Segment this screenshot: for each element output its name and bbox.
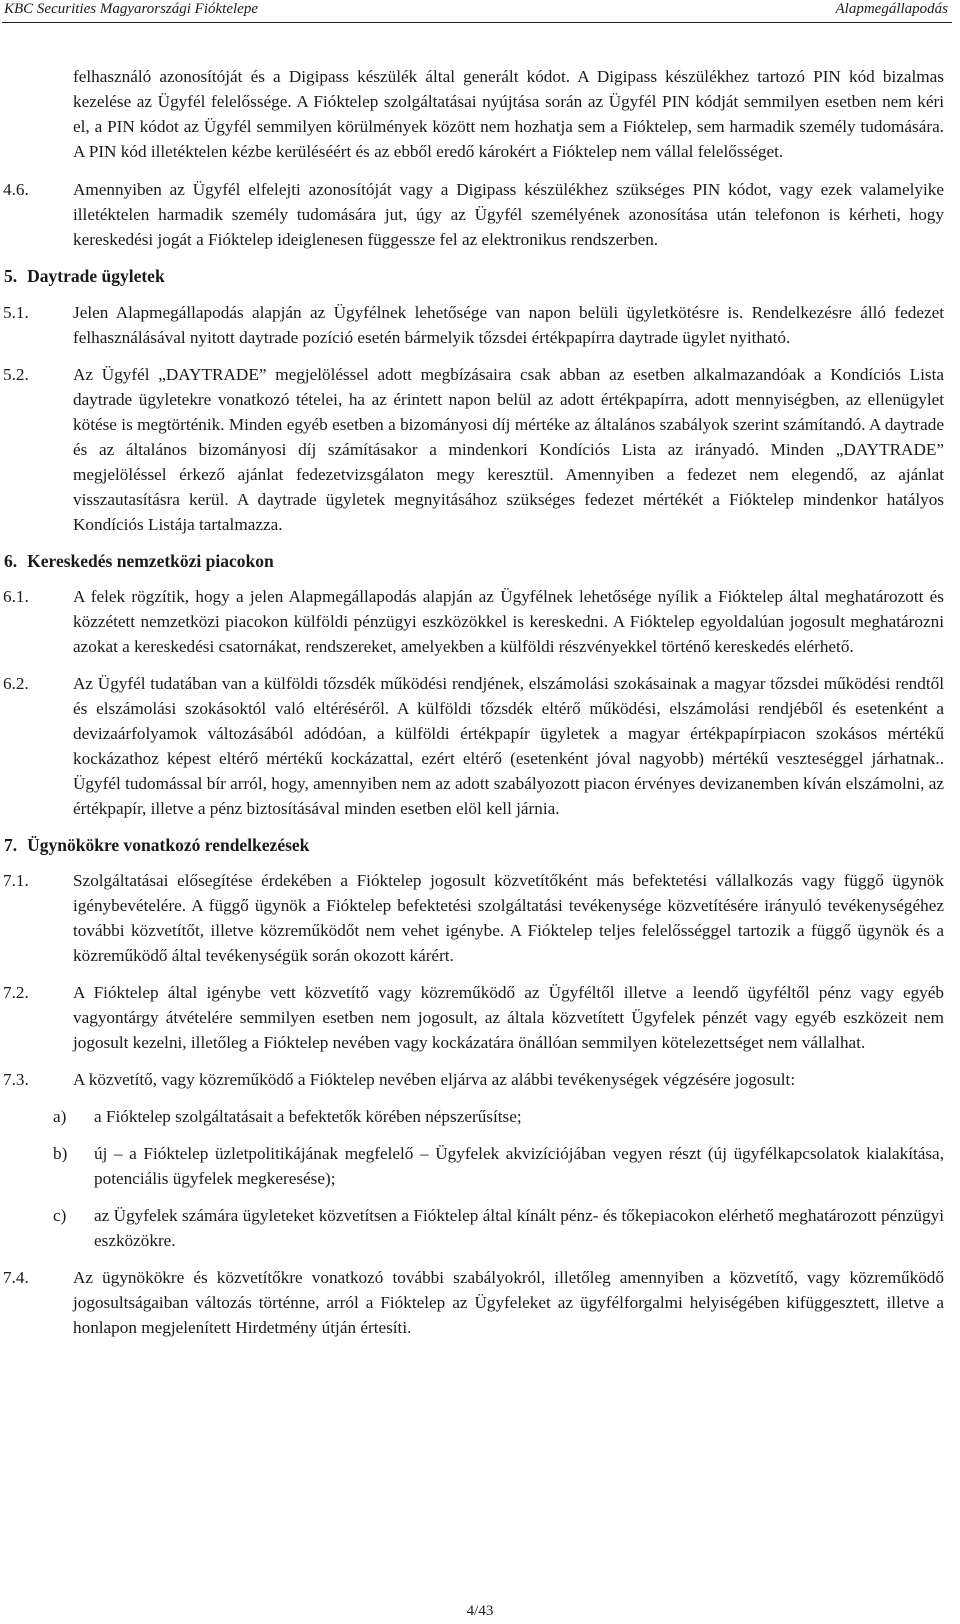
paragraph-number: 5.2. bbox=[3, 365, 29, 384]
paragraph-7-4 bbox=[0, 1265, 960, 1340]
list-item-marker: b) bbox=[53, 1144, 68, 1163]
section-heading-7 bbox=[0, 833, 960, 858]
list-item-text: a Fióktelep szolgáltatásait a befektetők körében népszerűsítse; bbox=[94, 1107, 522, 1126]
paragraph-4-6 bbox=[0, 177, 960, 252]
section-number: 5. bbox=[4, 266, 18, 286]
paragraph-text: A közvetítő, vagy közreműködő a Fióktelep nevében eljárva az alábbi tevékenységek végzésére jogosult: bbox=[73, 1070, 796, 1089]
paragraph-number: 7.1. bbox=[3, 871, 29, 890]
paragraph-number: 7.3. bbox=[3, 1070, 29, 1089]
list-item-text: az Ügyfelek számára ügyleteket közvetítsen a Fióktelep által kínált pénz- és tőkepiacokon elérhető meghatározott pénzügyi eszközökre. bbox=[94, 1206, 944, 1250]
section-title: Kereskedés nemzetközi piacokon bbox=[27, 551, 274, 571]
header-document-title: Alapmegállapodás bbox=[835, 1, 948, 17]
paragraph-7-3 bbox=[0, 1067, 960, 1092]
paragraph-text: A Fióktelep által igénybe vett közvetítő vagy közreműködő az Ügyféltől illetve a leendő ügyféltől pénz vagy egyéb vagyontárgy átvételére semmilyen esetben nem jogosult, az általa közvetített Ügyfelek pénzét vagy egyéb eszközeit nem jogosult kezelni, illetőleg a Fióktelep nevében vagy kockázatára önállóan semmilyen kötelezettséget nem vállalhat. bbox=[73, 983, 944, 1052]
paragraph-text: Szolgáltatásai elősegítése érdekében a Fióktelep jogosult közvetítőként más befektetési vállalkozás vagy függő ügynök igénybevételére. A függő ügynök a Fióktelep befektetési szolgáltatási tevékenysége közvetítésére irányuló tevékenységéhez további közvetítőt, illetve közreműködőt nem vehet igénybe. A Fióktelep teljes felelősséggel tartozik a függő ügynök és a közreműködő által tevékenységük során okozott kárért. bbox=[73, 871, 944, 965]
section-title: Daytrade ügyletek bbox=[27, 266, 165, 286]
paragraph-number: 6.2. bbox=[3, 674, 29, 693]
list-item-a bbox=[0, 1104, 960, 1129]
header-company: KBC Securities Magyarországi Fióktelepe bbox=[4, 1, 258, 17]
paragraph-number: 5.1. bbox=[3, 303, 29, 322]
list-item-c bbox=[0, 1203, 960, 1253]
paragraph-number: 7.2. bbox=[3, 983, 29, 1002]
page-number: 4/43 bbox=[466, 1603, 494, 1619]
paragraph-6-1 bbox=[0, 584, 960, 659]
section-heading-6 bbox=[0, 549, 960, 574]
paragraph-7-1 bbox=[0, 868, 960, 968]
section-number: 6. bbox=[4, 551, 18, 571]
paragraph-text: Az Ügyfél „DAYTRADE” megjelöléssel adott megbízásaira csak abban az esetben alkalmazandóak a Kondíciós Lista daytrade ügyletekre vonatkozó tételei, ha az érintett napon belül az adott értékpapírra, adott mennyiségben, az ellenügylet kötése is megtörténik. Minden egyéb esetben a bizományosi díj mértéke az általános szabályok szerint számítandó. A daytrade és az általános bizományosi díj számításakor a mindenkori Kondíciós Lista az irányadó. Minden „DAYTRADE” megjelöléssel érkező ajánlat fedezetvizsgálaton megy keresztül. Amennyiben a fedezet nem elegendő, az ajánlat visszautasításra kerül. A daytrade ügyletek megnyitásához szükséges fedezet mértékét a Fióktelep mindenkor hatályos Kondíciós Listája tartalmazza. bbox=[73, 365, 944, 534]
section-heading-5 bbox=[0, 264, 960, 289]
paragraph-text: felhasználó azonosítóját és a Digipass készülék által generált kódot. A Digipass készülékhez tartozó PIN kód bizalmas kezelése az Ügyfél felelőssége. A Fióktelep szolgáltatásai nyújtása során az Ügyfél PIN kódját semmilyen esetben nem kéri el, a PIN kódot az Ügyfél semmilyen körülmények között nem hozhatja sem a Fióktelep, sem harmadik személy tudomására. A PIN kód illetéktelen kézbe kerüléséért és az ebből eredő károkért a Fióktelep nem vállal felelősséget. bbox=[73, 67, 944, 161]
paragraph-text: Az Ügyfél tudatában van a külföldi tőzsdék működési rendjének, elszámolási szokásainak a magyar tőzsdei működési rendtől és elszámolási szokásoktól való eltéréséről. A külföldi tőzsdék eltérő működési, elszámolási rendjéből és esetenként a devizaárfolyamok változásából adódóan, a külföldi értékpapír ügyletek a magyar értékpapírpiacon szokásos mértékű kockázathoz képest eltérő mértékű kockázattal, ezért eltérő (esetenként jóval nagyobb) mértékű veszteséggel járhatnak.. Ügyfél tudomással bír arról, hogy, amennyiben nem az adott szabályozott piacon érvényes devizanemben kíván elszámolni, az értékpapír, illetve a pénz biztosításával minden esetben elöl kell járnia. bbox=[73, 674, 944, 818]
page-header bbox=[2, 0, 952, 23]
list-item-marker: a) bbox=[53, 1107, 67, 1126]
paragraph-6-2 bbox=[0, 671, 960, 821]
paragraph-5-1 bbox=[0, 300, 960, 350]
paragraph-number: 4.6. bbox=[3, 180, 29, 199]
list-item-text: új – a Fióktelep üzletpolitikájának megfelelő – Ügyfelek akvizíciójában vegyen részt (új ügyfélkapcsolatok kialakítása, potenciális ügyfelek megkeresése); bbox=[94, 1144, 944, 1188]
paragraph-text: Az ügynökökre és közvetítőkre vonatkozó további szabályokról, illetőleg amennyiben a közvetítő, vagy közreműködő jogosultságaiban változás történne, arról a Fióktelep az Ügyfeleket az ügyfélforgalmi helyiségében kifüggesztett, illetve a honlapon megjelenített Hirdetmény útján értesíti. bbox=[73, 1268, 944, 1337]
document-body bbox=[0, 64, 960, 1340]
paragraph-text: A felek rögzítik, hogy a jelen Alapmegállapodás alapján az Ügyfélnek lehetősége nyílik a Fióktelep által meghatározott és közzétett nemzetközi piacokon külföldi pénzügyi eszközökkel is kereskedni. A Fióktelep egyoldalúan jogosult meghatározni azokat a kereskedési csatornákat, rendszereket, amelyekben a külföldi részvényekkel történő kereskedés elérhető. bbox=[73, 587, 944, 656]
paragraph-7-2 bbox=[0, 980, 960, 1055]
paragraph-text: Amennyiben az Ügyfél elfelejti azonosítóját vagy a Digipass készülékhez szükséges PIN kódot, vagy ezek valamelyike illetéktelen harmadik személy tudomására jut, úgy az Ügyfél személyének azonosítása után telefonon is kérheti, hogy kereskedési jogát a Fióktelep ideiglenesen függessze fel az elektronikus rendszerben. bbox=[73, 180, 944, 249]
paragraph-text: Jelen Alapmegállapodás alapján az Ügyfélnek lehetősége van napon belüli ügyletkötésre is. Rendelkezésre álló fedezet felhasználásával nyitott daytrade pozíció esetén bármelyik tőzsdei értékpapírra daytrade ügylet nyitható. bbox=[73, 303, 944, 347]
list-item-marker: c) bbox=[53, 1206, 67, 1225]
paragraph-number: 7.4. bbox=[3, 1268, 29, 1287]
section-title: Ügynökökre vonatkozó rendelkezések bbox=[27, 835, 310, 855]
section-number: 7. bbox=[4, 835, 18, 855]
paragraph-number: 6.1. bbox=[3, 587, 29, 606]
list-item-b bbox=[0, 1141, 960, 1191]
paragraph-4-5-continuation bbox=[0, 64, 960, 164]
paragraph-5-2 bbox=[0, 362, 960, 537]
